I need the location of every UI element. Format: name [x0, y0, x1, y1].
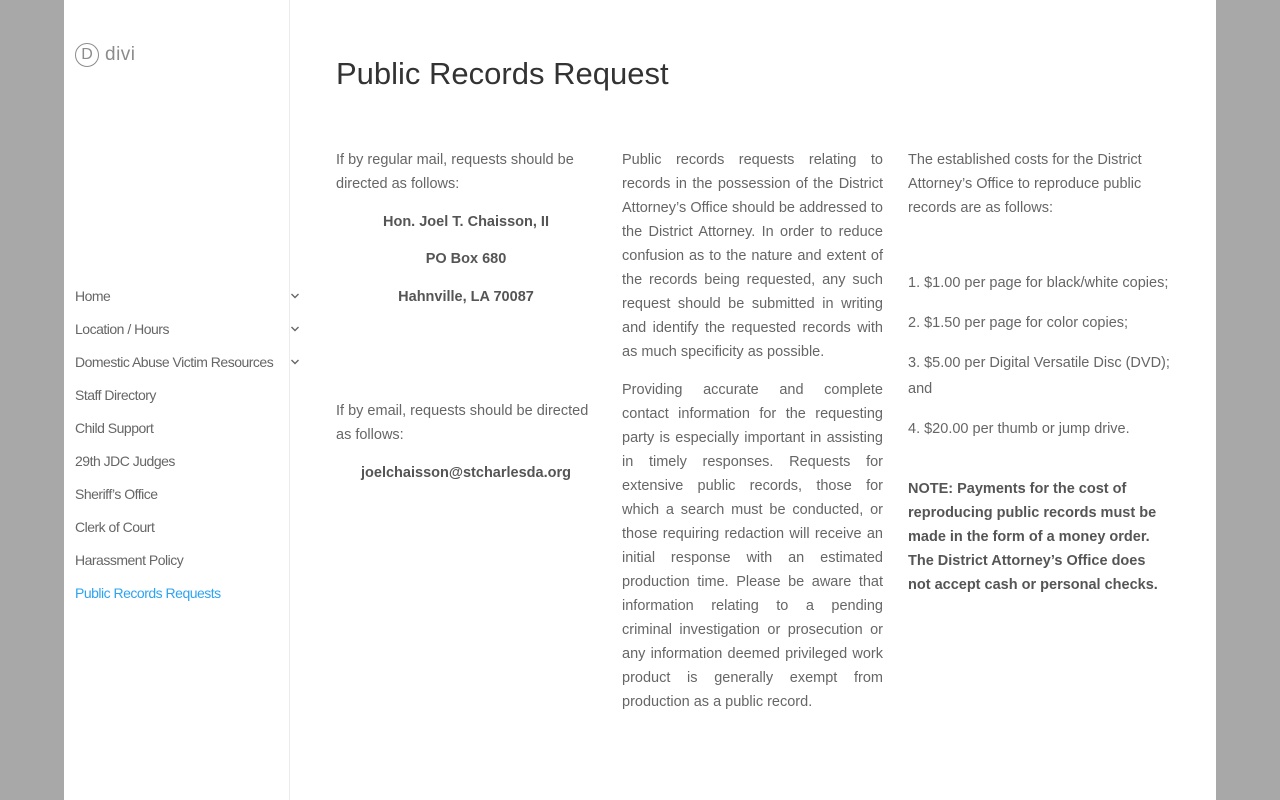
nav-item-domestic-abuse-resources[interactable]	[75, 345, 300, 378]
nav-item-label: Location / Hours	[75, 320, 169, 337]
nav-item-label: Child Support	[75, 419, 154, 436]
instructions-paragraph-2: Providing accurate and complete contact information for the requesting party is especially important in assisting in timely responses. Requests for extensive public records, those for which a search must be conducted, or those requiring redaction will receive an initial response with an estimated production time. Please be aware that information relating to a pending criminal investigation or prosecution or any information deemed privileged work product is generally exempt from production as a public record.	[622, 382, 883, 710]
payment-note: NOTE: Payments for the cost of reproducing public records must be made in the form of a money order. The District Attorney’s Office does not accept cash or personal checks.	[908, 481, 1158, 593]
nav-item-label: Harassment Policy	[75, 551, 184, 568]
chevron-down-icon[interactable]	[290, 324, 300, 334]
address-city: Hahnville, LA 70087	[398, 289, 534, 305]
main-content	[336, 0, 1176, 800]
nav-item-home[interactable]	[75, 279, 300, 312]
email-intro-text: If by email, requests should be directed as follows:	[336, 403, 589, 443]
nav-item-child-support[interactable]	[75, 411, 300, 444]
list-item: 2. $1.50 per page for color copies;	[908, 315, 1129, 331]
site-logo[interactable]	[75, 41, 136, 69]
mail-intro-text: If by regular mail, requests should be directed as follows:	[336, 152, 574, 192]
nav-item-staff-directory[interactable]	[75, 378, 300, 411]
nav-item-label: 29th JDC Judges	[75, 452, 175, 469]
request-instructions-column	[622, 148, 883, 714]
list-item: 1. $1.00 per page for black/white copies;	[908, 275, 1169, 291]
main-navigation	[75, 279, 300, 609]
nav-item-label: Clerk of Court	[75, 518, 155, 535]
nav-item-label: Domestic Abuse Victim Resources	[75, 353, 274, 370]
address-po-box: PO Box 680	[425, 251, 507, 267]
costs-list	[908, 270, 1170, 442]
sidebar	[64, 0, 290, 800]
nav-item-29th-jdc-judges[interactable]	[75, 444, 300, 477]
chevron-down-icon[interactable]	[290, 291, 300, 301]
costs-column	[908, 148, 1170, 597]
nav-item-label: Home	[75, 287, 111, 304]
address-name: Hon. Joel T. Chaisson, II	[383, 214, 549, 230]
list-item: 4. $20.00 per thumb or jump drive.	[908, 421, 1130, 437]
nav-item-label: Public Records Requests	[75, 584, 221, 601]
nav-item-label: Sheriff’s Office	[75, 485, 158, 502]
list-item: 3. $5.00 per Digital Versatile Disc (DVD); and	[908, 355, 1170, 397]
logo-mark: D	[75, 43, 99, 67]
nav-item-public-records-requests[interactable]	[75, 576, 300, 609]
page-title: Public Records Request	[336, 56, 669, 91]
mail-email-column	[336, 148, 596, 485]
nav-item-harassment-policy[interactable]	[75, 543, 300, 576]
nav-item-label: Staff Directory	[75, 386, 156, 403]
nav-item-location-hours[interactable]	[75, 312, 300, 345]
costs-intro-text: The established costs for the District Attorney’s Office to reproduce public records are as follows:	[908, 152, 1142, 216]
nav-item-clerk-of-court[interactable]	[75, 510, 300, 543]
chevron-down-icon[interactable]	[290, 357, 300, 367]
instructions-paragraph-1: Public records requests relating to records in the possession of the District Attorney’s Office should be addressed to the District Attorney. In order to reduce confusion as to the nature and extent of the records being requested, any such request should be submitted in writing and identify the requested records with as much specificity as possible.	[622, 152, 883, 360]
nav-item-sheriffs-office[interactable]	[75, 477, 300, 510]
email-address-link[interactable]: joelchaisson@stcharlesda.org	[361, 465, 571, 481]
page-container	[64, 0, 1216, 800]
logo-text: divi	[105, 44, 136, 65]
